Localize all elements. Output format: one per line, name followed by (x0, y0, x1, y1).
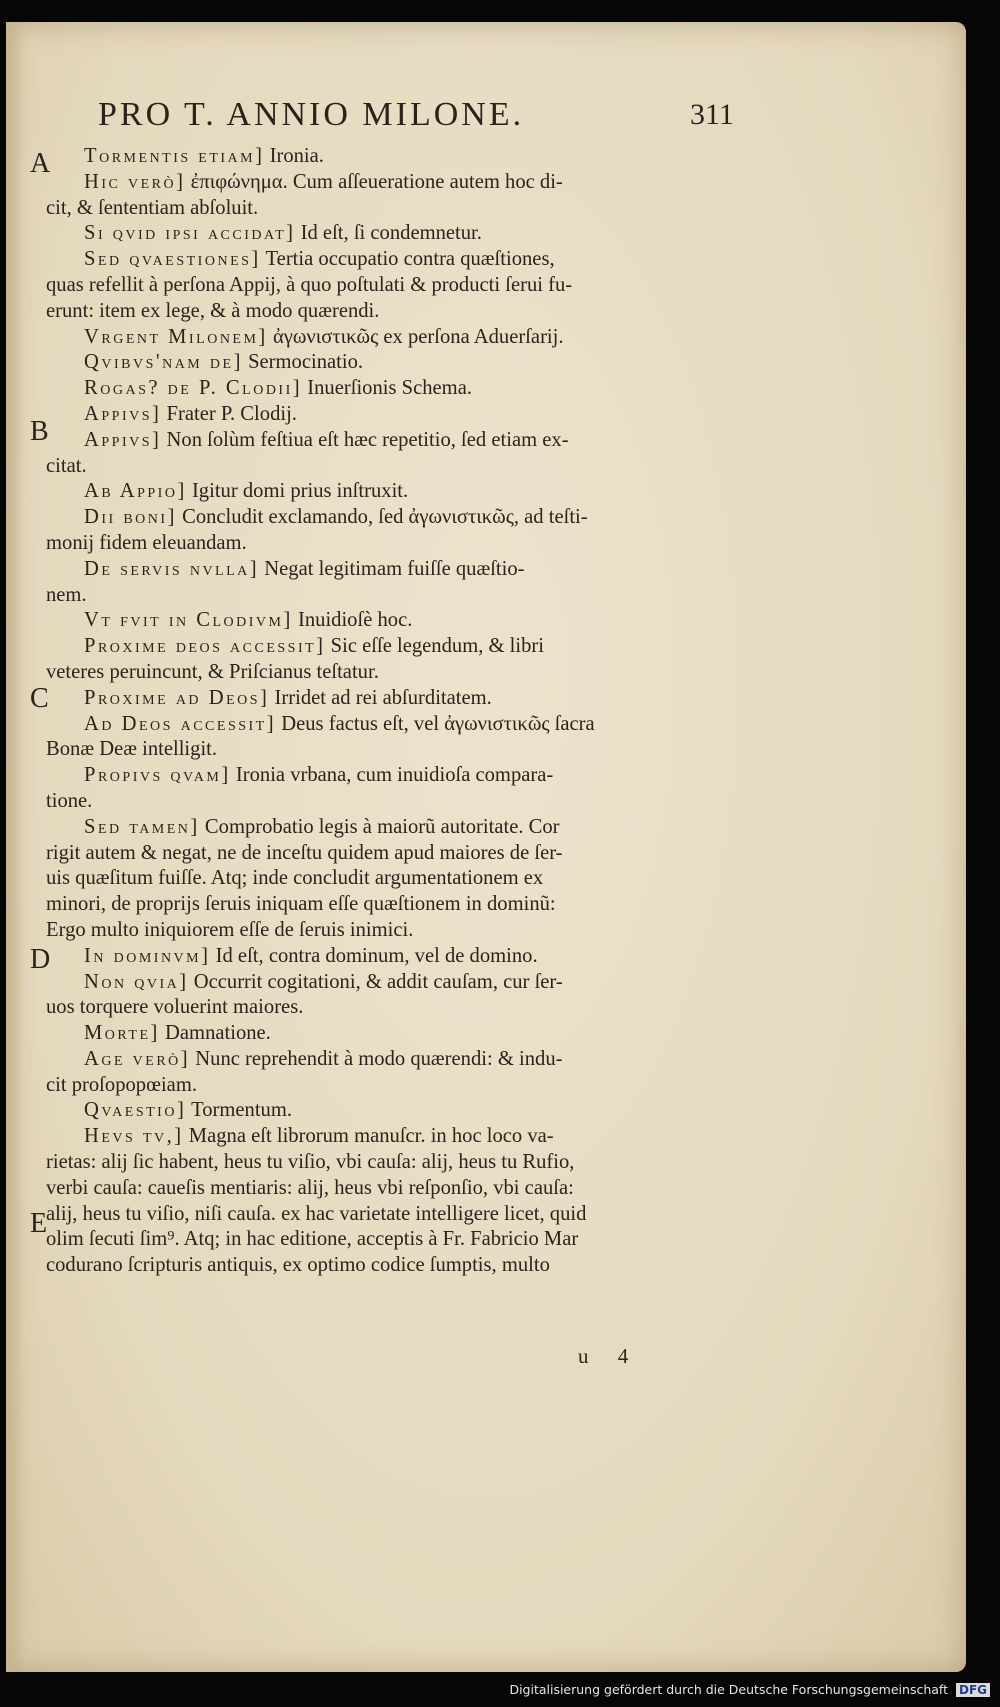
lemma-keyword: Proxime deos accessit] (84, 635, 326, 658)
lemma-keyword: Non qvia] (84, 970, 189, 993)
text-line (46, 505, 916, 531)
text-line (46, 737, 916, 763)
text-line (46, 892, 916, 918)
text-line (46, 454, 916, 480)
text-line (46, 1047, 916, 1073)
text-line (46, 712, 916, 738)
text-line (46, 531, 916, 557)
lemma-keyword: Appivs] (84, 428, 162, 451)
text-line (46, 970, 916, 996)
gloss-text: uos torquere voluerint maiores. (46, 996, 304, 1019)
gloss-text: minori, de proprijs ſeruis iniquam eſſe quæſtionem in dominũ: (46, 893, 556, 916)
text-line (46, 995, 916, 1021)
gloss-text: olim ſecuti ſim⁹. Atq; in hac editione, acceptis à Fr. Fabricio Mar (46, 1228, 579, 1251)
credit-text: Digitalisierung gefördert durch die Deutsche Forschungsgemeinschaft (509, 1682, 948, 1697)
gloss-text: ἀγωνιστικῶς ex perſona Aduerſarij. (267, 325, 564, 348)
text-line (46, 918, 916, 944)
gloss-text: quas refellit à perſona Appij, à quo poſtulati & producti ſerui fu- (46, 273, 573, 296)
text-line (46, 557, 916, 583)
gloss-text: tione. (46, 789, 93, 812)
lemma-keyword: Qvaestio] (84, 1099, 187, 1122)
text-line (46, 866, 916, 892)
lemma-keyword: Appivs] (84, 402, 162, 425)
gloss-text: Irridet ad rei abſurditatem. (269, 686, 492, 709)
text-line (46, 660, 916, 686)
text-line (46, 1150, 916, 1176)
text-line (46, 1073, 916, 1099)
text-line (46, 763, 916, 789)
gloss-text: citat. (46, 454, 87, 477)
text-line (46, 402, 916, 428)
lemma-keyword: Ab Appio] (84, 480, 187, 503)
gloss-text: rietas: alij ſic habent, heus tu viſio, vbi cauſa: alij, heus tu Rufio, (46, 1151, 575, 1174)
gloss-text: Deus factus eſt, vel ἀγωνιστικῶς ſacra (276, 712, 595, 735)
lemma-keyword: Rogas? de P. Clodii] (84, 377, 303, 400)
lemma-keyword: Age verò] (84, 1047, 191, 1070)
text-line (46, 1176, 916, 1202)
text-line (46, 583, 916, 609)
lemma-keyword: De servis nvlla] (84, 557, 260, 580)
gloss-text: Frater P. Clodij. (161, 402, 297, 425)
gloss-text: Magna eſt librorum manuſcr. in hoc loco va- (183, 1125, 554, 1148)
signature-mark: u 4 (578, 1344, 641, 1368)
text-line (46, 1021, 916, 1047)
gloss-text: Concludit exclamando, ſed ἀγωνιστικῶς, ad teſti- (176, 506, 588, 529)
gloss-text: cit proſopopœiam. (46, 1073, 197, 1096)
text-line (46, 1098, 916, 1124)
margin-letter-e: E (30, 1208, 48, 1239)
gloss-text: Tertia occupatio contra quæſtiones, (260, 248, 555, 271)
lemma-keyword: Hic verò] (84, 170, 186, 193)
gloss-text: Igitur domi prius inſtruxit. (186, 480, 409, 503)
text-line (46, 170, 916, 196)
gloss-text: Ironia. (264, 145, 324, 167)
page-fold-shadow (6, 22, 24, 1672)
gloss-text: nem. (46, 583, 87, 606)
gloss-text: Tormentum. (186, 1099, 293, 1122)
gloss-text: uis quæſitum fuiſſe. Atq; inde concludit argumentationem ex (46, 867, 544, 890)
running-header: PRO T. ANNIO MILONE. (98, 96, 525, 133)
gloss-text: Sermocinatio. (242, 351, 364, 374)
gloss-text: Comprobatio legis à maiorũ autoritate. Cor (199, 815, 560, 838)
margin-letter-b: B (30, 416, 49, 447)
lemma-keyword: Propivs qvam] (84, 764, 231, 787)
text-line (46, 196, 916, 222)
lemma-keyword: Tormentis etiam] (84, 145, 265, 167)
lemma-keyword: Morte] (84, 1022, 160, 1045)
gloss-text: Negat legitimam fuiſſe quæſtio- (259, 557, 525, 580)
margin-letter-c: C (30, 683, 49, 714)
digitization-credit (0, 1682, 990, 1697)
gloss-text: Nunc reprehendit à modo quærendi: & indu- (190, 1047, 563, 1070)
gloss-text: ἐπιφώνημα. Cum aſſeueratione autem hoc di- (185, 170, 563, 193)
gloss-text: Ironia vrbana, cum inuidioſa compara- (230, 764, 554, 787)
lemma-keyword: Qvibvs'nam de] (84, 351, 243, 374)
gloss-text: Non ſolùm feſtiua eſt hæc repetitio, ſed etiam ex- (161, 428, 569, 451)
lemma-keyword: Dii boni] (84, 506, 177, 529)
text-line (46, 1124, 916, 1150)
text-line (46, 325, 916, 351)
lemma-keyword: Sed qvaestiones] (84, 248, 261, 271)
gloss-text: Id eſt, contra dominum, vel de domino. (210, 944, 538, 967)
text-line (46, 1253, 916, 1279)
text-line (46, 841, 916, 867)
gloss-text: Ergo multo iniquiorem eſſe de ſeruis inimici. (46, 918, 414, 941)
text-line (46, 273, 916, 299)
text-line (46, 608, 916, 634)
text-line (46, 815, 916, 841)
margin-letter-a: A (30, 148, 51, 179)
gloss-text: verbi cauſa: caueſis mentiaris: alij, heus vbi reſponſio, vbi cauſa: (46, 1176, 574, 1199)
gloss-text: Inuerſionis Schema. (302, 377, 472, 400)
text-line (46, 479, 916, 505)
page-number: 311 (690, 98, 734, 131)
text-line (46, 789, 916, 815)
gloss-text: codurano ſcripturis antiquis, ex optimo codice ſumptis, multo (46, 1254, 550, 1277)
margin-letter-d: D (30, 944, 51, 975)
text-line (46, 350, 916, 376)
gloss-text: Sic eſſe legendum, & libri (325, 635, 544, 658)
text-line (46, 1202, 916, 1228)
gloss-text: rigit autem & negat, ne de inceſtu quidem apud maiores de ſer- (46, 841, 563, 864)
lemma-keyword: Vrgent Milonem] (84, 325, 268, 348)
text-line (46, 634, 916, 660)
text-line (46, 247, 916, 273)
text-line (46, 299, 916, 325)
commentary-text (46, 144, 916, 1279)
gloss-text: Damnatione. (159, 1022, 271, 1045)
lemma-keyword: Si qvid ipsi accidat] (84, 222, 296, 245)
text-line (46, 1227, 916, 1253)
gloss-text: monij fidem eleuandam. (46, 531, 247, 554)
gloss-text: Inuidioſè hoc. (292, 609, 413, 632)
text-line (46, 686, 916, 712)
text-line (46, 376, 916, 402)
gloss-text: Bonæ Deæ intelligit. (46, 738, 218, 761)
gloss-text: Occurrit cogitationi, & addit cauſam, cur ſer- (188, 970, 563, 993)
dfg-logo: DFG (956, 1683, 990, 1697)
lemma-keyword: Ad Deos accessit] (84, 712, 277, 735)
text-line (46, 428, 916, 454)
gloss-text: erunt: item ex lege, & à modo quærendi. (46, 299, 380, 322)
gloss-text: cit, & ſententiam abſoluit. (46, 196, 259, 219)
lemma-keyword: Sed tamen] (84, 815, 200, 838)
lemma-keyword: Hevs tv,] (84, 1125, 184, 1148)
gloss-text: veteres peruincunt, & Priſcianus teſtatur. (46, 660, 379, 683)
lemma-keyword: Proxime ad Deos] (84, 686, 270, 709)
text-line (46, 944, 916, 970)
lemma-keyword: In dominvm] (84, 944, 211, 967)
gloss-text: Id eſt, ſi condemnetur. (295, 222, 482, 245)
text-line (46, 144, 916, 170)
text-line (46, 221, 916, 247)
gloss-text: alij, heus tu viſio, niſi cauſa. ex hac varietate intelligere licet, quid (46, 1202, 587, 1225)
lemma-keyword: Vt fvit in Clodivm] (84, 609, 293, 632)
